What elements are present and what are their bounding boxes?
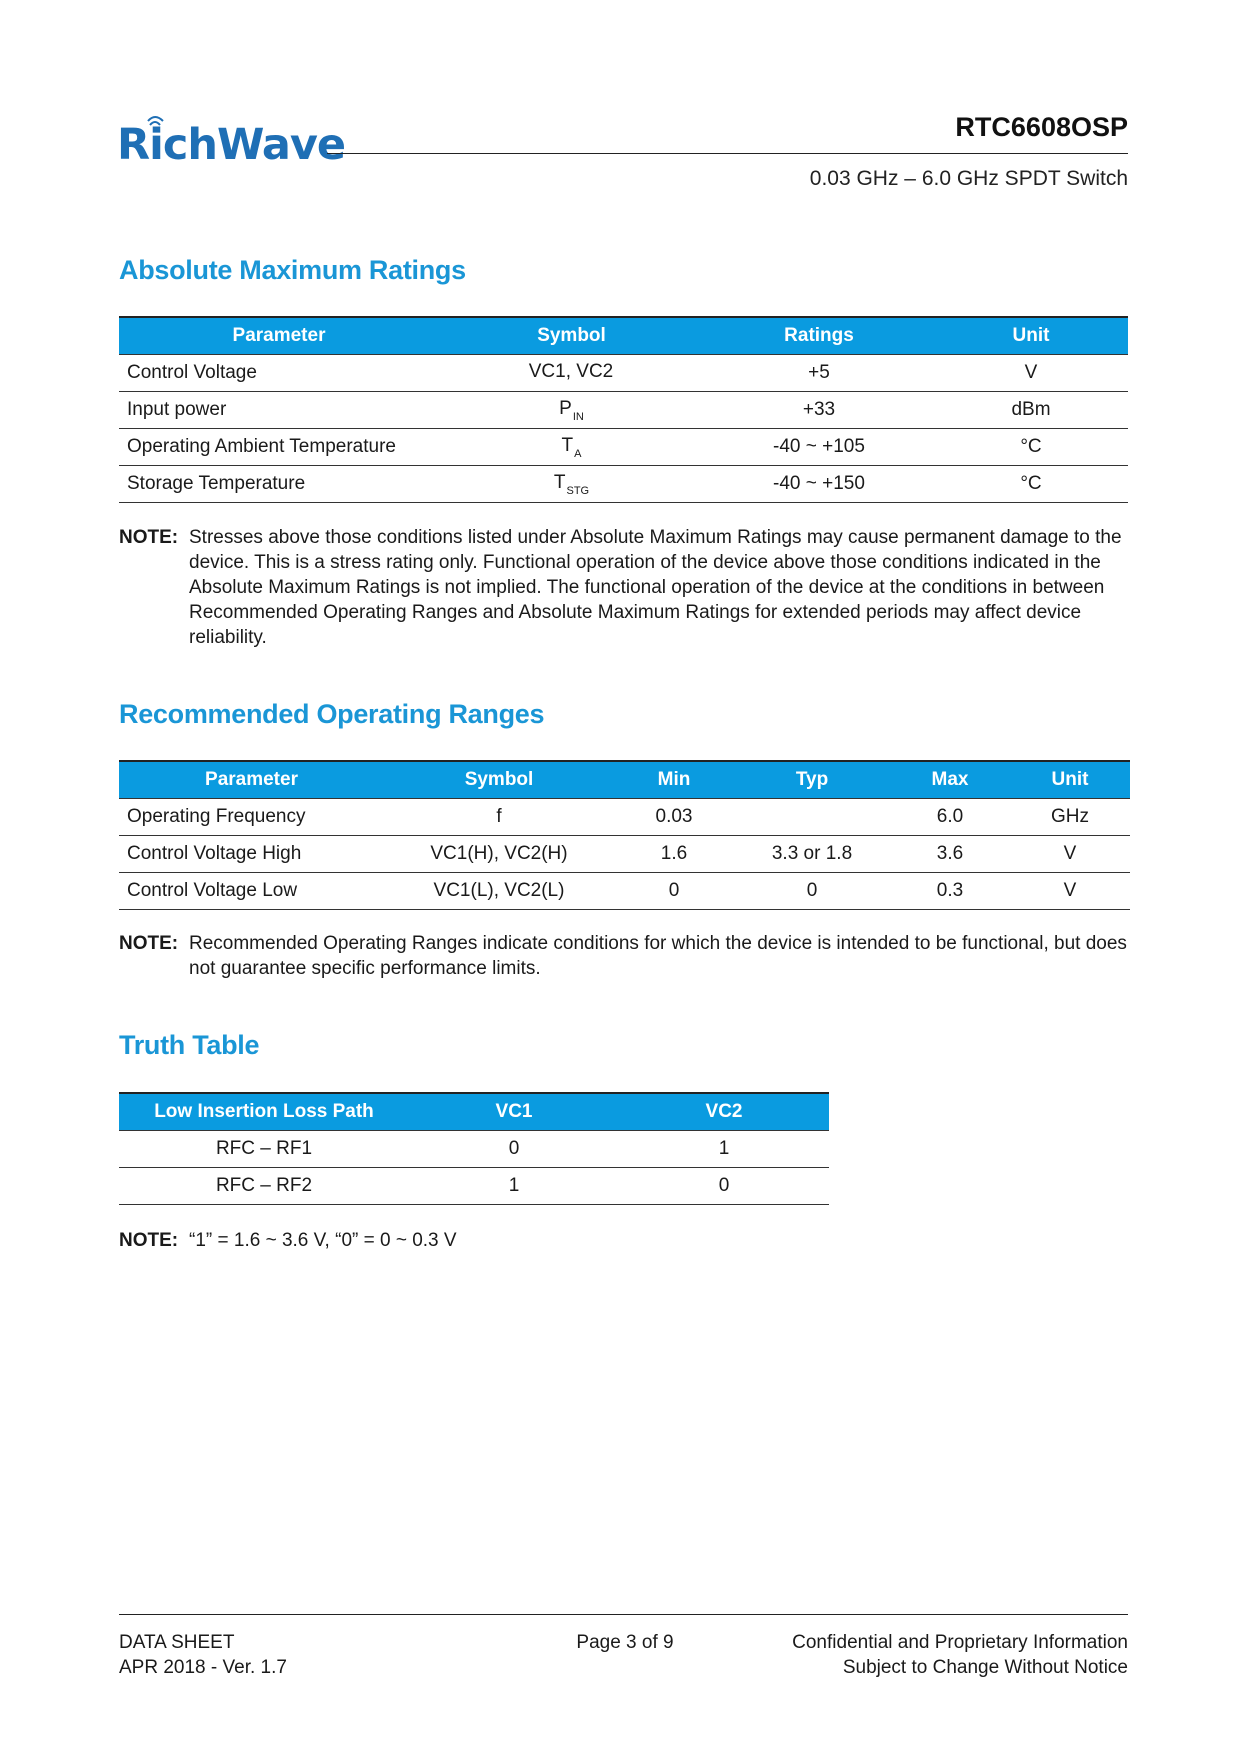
table-row xyxy=(119,466,1128,503)
table-row xyxy=(119,392,1128,429)
abs-max-note xyxy=(119,525,1129,650)
column-header: Parameter xyxy=(119,317,439,355)
column-header: Ratings xyxy=(704,317,934,355)
cell-max: 0.3 xyxy=(890,873,1010,910)
column-header: VC2 xyxy=(619,1093,829,1131)
cell-typ xyxy=(734,799,890,836)
cell-vc2: 0 xyxy=(619,1168,829,1205)
truth-table-title: Truth Table xyxy=(119,1030,260,1060)
cell-symbol: VC1(L), VC2(L) xyxy=(384,873,614,910)
footer-page-number: Page 3 of 9 xyxy=(576,1632,674,1653)
cell-typ: 3.3 or 1.8 xyxy=(734,836,890,873)
table-row xyxy=(119,355,1128,392)
cell-rating: +5 xyxy=(704,355,934,392)
table-header-row xyxy=(119,1093,829,1131)
column-header: Parameter xyxy=(119,761,384,799)
column-header: VC1 xyxy=(409,1093,619,1131)
note-text: Stresses above those conditions listed under Absolute Maximum Ratings may cause permanent damage to the device. This is a stress rating only. Functional operation of the device above those conditions indicated in the Absolute Maximum Ratings is not implied. The functional operation of the device at the conditions in between Recommended Operating Ranges and Absolute Maximum Ratings for extended periods may affect device reliability. xyxy=(189,527,1122,648)
header-rule xyxy=(327,153,1128,154)
company-logo xyxy=(117,115,346,175)
cell-symbol: $T_A$ xyxy=(439,429,704,466)
part-description: 0.03 GHz – 6.0 GHz SPDT Switch xyxy=(809,167,1128,190)
cell-min: 0.03 xyxy=(614,799,734,836)
note-text: Recommended Operating Ranges indicate conditions for which the device is intended to be functional, but does not guarantee specific performance limits. xyxy=(189,933,1127,979)
part-number: RTC6608OSP xyxy=(955,112,1128,142)
column-header: Symbol xyxy=(384,761,614,799)
note-text: “1” = 1.6 ~ 3.6 V, “0” = 0 ~ 0.3 V xyxy=(189,1230,457,1251)
cell-unit: °C xyxy=(934,466,1128,503)
column-header: Unit xyxy=(934,317,1128,355)
abs-max-table xyxy=(119,316,1128,503)
table-row xyxy=(119,799,1130,836)
footer-confidential: Confidential and Proprietary Information xyxy=(792,1632,1128,1653)
rec-op-table xyxy=(119,760,1130,910)
table-row xyxy=(119,836,1130,873)
column-header: Low Insertion Loss Path xyxy=(119,1093,409,1131)
cell-max: 3.6 xyxy=(890,836,1010,873)
table-row xyxy=(119,429,1128,466)
cell-rating: -40 ~ +150 xyxy=(704,466,934,503)
table-row xyxy=(119,873,1130,910)
cell-symbol: VC1(H), VC2(H) xyxy=(384,836,614,873)
cell-unit: °C xyxy=(934,429,1128,466)
column-header: Max xyxy=(890,761,1010,799)
cell-parameter: Storage Temperature xyxy=(119,466,439,503)
cell-min: 0 xyxy=(614,873,734,910)
cell-min: 1.6 xyxy=(614,836,734,873)
cell-vc1: 1 xyxy=(409,1168,619,1205)
abs-max-title: Absolute Maximum Ratings xyxy=(119,255,466,285)
rec-op-note xyxy=(119,931,1129,981)
cell-parameter: Control Voltage Low xyxy=(119,873,384,910)
footer-right xyxy=(792,1630,1128,1680)
truth-table xyxy=(119,1092,829,1205)
rec-op-title: Recommended Operating Ranges xyxy=(119,699,545,729)
signal-waves-icon xyxy=(147,113,167,129)
cell-parameter: Control Voltage xyxy=(119,355,439,392)
table-header-row xyxy=(119,761,1130,799)
logo-text: RichWave xyxy=(117,120,346,170)
note-label: NOTE: xyxy=(119,1230,179,1251)
cell-path: RFC – RF2 xyxy=(119,1168,409,1205)
cell-symbol: f xyxy=(384,799,614,836)
cell-parameter: Control Voltage High xyxy=(119,836,384,873)
cell-vc2: 1 xyxy=(619,1131,829,1168)
column-header: Min xyxy=(614,761,734,799)
footer-change-notice: Subject to Change Without Notice xyxy=(842,1657,1128,1678)
cell-max: 6.0 xyxy=(890,799,1010,836)
footer-left xyxy=(119,1630,287,1680)
cell-unit: V xyxy=(1010,836,1130,873)
cell-rating: -40 ~ +105 xyxy=(704,429,934,466)
column-header: Typ xyxy=(734,761,890,799)
note-label: NOTE: xyxy=(119,933,179,954)
table-header-row xyxy=(119,317,1128,355)
table-row xyxy=(119,1168,829,1205)
table-row xyxy=(119,1131,829,1168)
cell-parameter: Input power xyxy=(119,392,439,429)
cell-symbol: $T_{STG}$ xyxy=(439,466,704,503)
footer-doc-type: DATA SHEET xyxy=(119,1632,235,1653)
footer-version: APR 2018 - Ver. 1.7 xyxy=(119,1657,287,1678)
cell-unit: V xyxy=(1010,873,1130,910)
cell-rating: +33 xyxy=(704,392,934,429)
cell-parameter: Operating Frequency xyxy=(119,799,384,836)
note-label: NOTE: xyxy=(119,527,179,548)
cell-symbol: VC1, VC2 xyxy=(439,355,704,392)
cell-unit: V xyxy=(934,355,1128,392)
cell-unit: GHz xyxy=(1010,799,1130,836)
column-header: Unit xyxy=(1010,761,1130,799)
cell-parameter: Operating Ambient Temperature xyxy=(119,429,439,466)
column-header: Symbol xyxy=(439,317,704,355)
footer-rule xyxy=(119,1614,1128,1615)
cell-path: RFC – RF1 xyxy=(119,1131,409,1168)
cell-typ: 0 xyxy=(734,873,890,910)
cell-vc1: 0 xyxy=(409,1131,619,1168)
cell-unit: dBm xyxy=(934,392,1128,429)
truth-table-note xyxy=(119,1228,1129,1253)
cell-symbol: $P_{IN}$ xyxy=(439,392,704,429)
